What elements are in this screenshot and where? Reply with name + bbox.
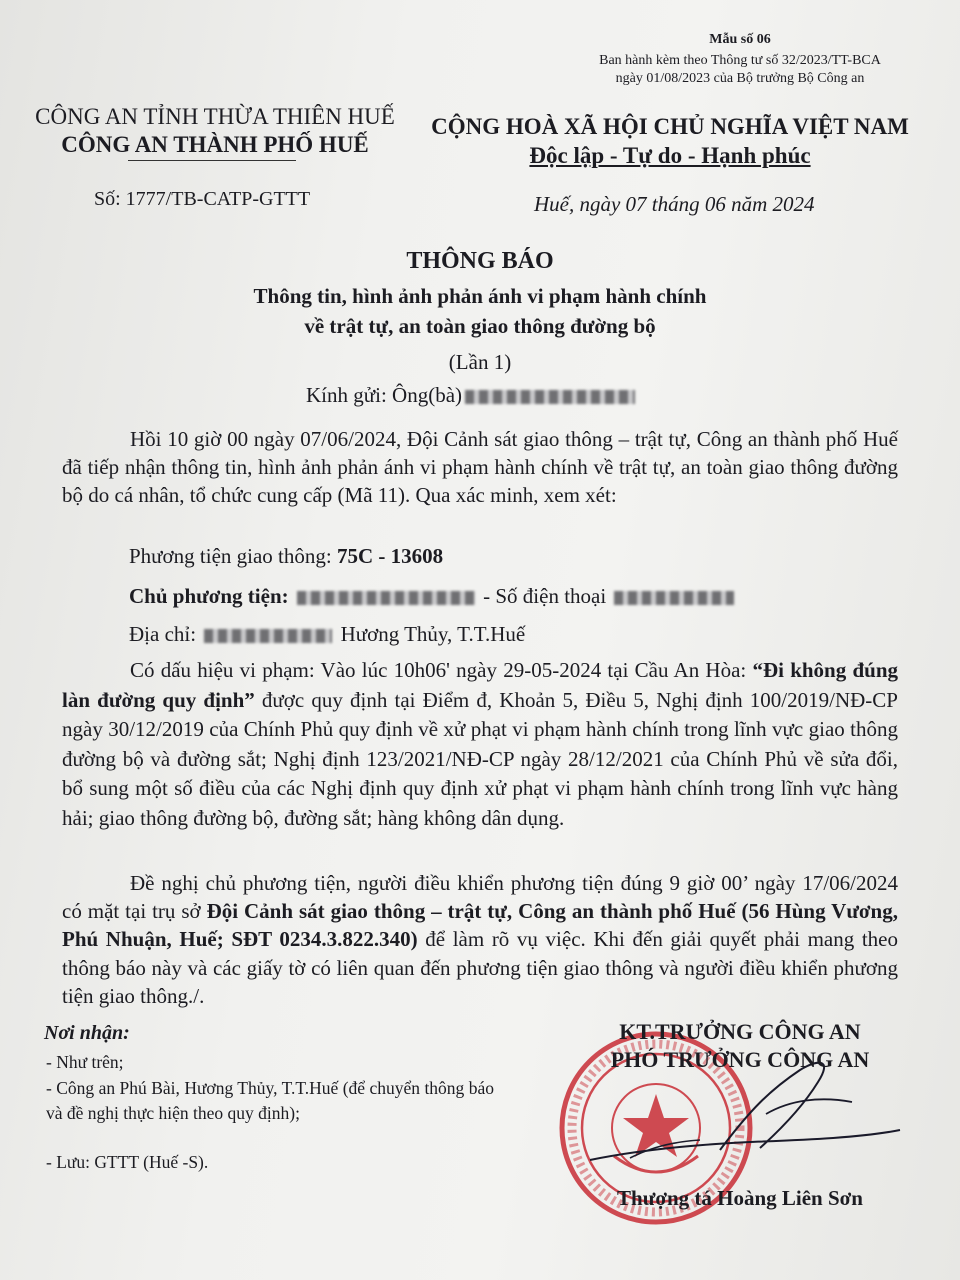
request-location: Đội Cảnh sát giao thông – trật tự, Công an thành phố Huế (56 Hùng Vương, Phú Nhuận, Huế; SĐT 0234.3.822.340) bbox=[62, 899, 898, 952]
issued-with-line-1: Ban hành kèm theo Thông tư số 32/2023/TT-BCA bbox=[599, 53, 881, 68]
redacted-address bbox=[204, 629, 332, 643]
paragraph-intro: Hồi 10 giờ 00 ngày 07/06/2024, Đội Cảnh sát giao thông – trật tự, Công an thành phố Huế đã tiếp nhận thông tin, hình ảnh phản ánh vi phạm hành chính về trật tự, an toàn giao thông đường bộ do cá nhân, tổ chức cung cấp (Mã 11). Qua xác minh, xem xét: bbox=[62, 427, 898, 508]
nation-line-1: CỘNG HOÀ XÃ HỘI CHỦ NGHĨA VIỆT NAM bbox=[431, 114, 909, 139]
document-number: Số: 1777/TB-CATP-GTTT bbox=[94, 188, 311, 210]
address-tail: Hương Thủy, T.T.Huế bbox=[340, 622, 526, 646]
vehicle-label: Phương tiện giao thông: bbox=[129, 544, 337, 568]
violation-name: “Đi không đúng làn đường quy định” bbox=[62, 658, 898, 712]
phone-label: - Số điện thoại bbox=[483, 584, 607, 608]
org-underline bbox=[128, 160, 296, 161]
address-label: Địa chỉ: bbox=[129, 622, 197, 646]
document-title: THÔNG BÁO bbox=[406, 248, 554, 274]
place-date: Huế, ngày 07 tháng 06 năm 2024 bbox=[534, 192, 815, 216]
signature-title-2: PHÓ TRƯỞNG CÔNG AN bbox=[610, 1047, 870, 1072]
recipient-2: - Công an Phú Bài, Hương Thủy, T.T.Huế (để chuyển thông báo và đề nghị thực hiện theo quy định); bbox=[46, 1078, 494, 1123]
paragraph-violation bbox=[62, 656, 898, 833]
redacted-name bbox=[465, 390, 635, 404]
redacted-phone bbox=[614, 591, 734, 605]
redacted-owner bbox=[297, 591, 475, 605]
recipients-title: Nơi nhận: bbox=[44, 1022, 130, 1044]
signature-title-1: KT.TRƯỞNG CÔNG AN bbox=[619, 1019, 861, 1044]
document-subtitle-2: về trật tự, an toàn giao thông đường bộ bbox=[304, 314, 656, 338]
address-line bbox=[129, 622, 525, 647]
paragraph-request bbox=[62, 869, 898, 1010]
request-text-a: Đề nghị chủ phương tiện, người điều khiển phương tiện đúng 9 giờ 00’ ngày 17/06/2024 có mặt tại trụ sở bbox=[62, 871, 898, 924]
form-number: Mẫu số 06 bbox=[709, 32, 771, 47]
org-line-2: CÔNG AN THÀNH PHỐ HUẾ bbox=[61, 132, 369, 157]
signer-name: Thượng tá Hoàng Liên Sơn bbox=[617, 1186, 863, 1210]
recipient-3: - Lưu: GTTT (Huế -S). bbox=[46, 1152, 209, 1172]
nation-line-2: Độc lập - Tự do - Hạnh phúc bbox=[529, 143, 811, 168]
recipient-1: - Như trên; bbox=[46, 1052, 124, 1072]
owner-label: Chủ phương tiện: bbox=[129, 584, 289, 608]
violation-text-a: Có dấu hiệu vi phạm: Vào lúc 10h06' ngày 29-05-2024 tại Cầu An Hòa: bbox=[130, 658, 753, 682]
notice-count: (Lần 1) bbox=[448, 350, 512, 374]
addressee-label: Kính gửi: Ông(bà) bbox=[306, 383, 463, 407]
org-line-1: CÔNG AN TỈNH THỪA THIÊN HUẾ bbox=[35, 104, 395, 129]
violation-text-b: được quy định tại Điểm đ, Khoản 5, Điều 5, Nghị định 100/2019/NĐ-CP ngày 30/12/2019 của Chính Phủ quy định về xử phạt vi phạm hành chính trong lĩnh vực giao thông đường bộ và đường sắt; Nghị định 123/2021/NĐ-CP ngày 28/12/2021 của Chính Phủ về sửa đổi, bổ sung một số điều của các Nghị định quy định xử phạt vi phạm hành chính trong lĩnh vực hàng hải; giao thông đường bộ, đường sắt; hàng không dân dụng. bbox=[62, 687, 898, 830]
addressee bbox=[306, 383, 638, 408]
vehicle-line bbox=[129, 544, 443, 569]
document-subtitle-1: Thông tin, hình ảnh phản ánh vi phạm hành chính bbox=[253, 284, 707, 308]
issued-with-line-2: ngày 01/08/2023 của Bộ trưởng Bộ Công an bbox=[615, 71, 865, 86]
owner-line bbox=[129, 584, 737, 609]
request-text-b: để làm rõ vụ việc. Khi đến giải quyết phải mang theo thông báo này và các giấy tờ có liên quan đến phương tiện giao thông và người điều khiển phương tiện giao thông./. bbox=[62, 927, 899, 1008]
vehicle-plate: 75C - 13608 bbox=[336, 544, 444, 568]
